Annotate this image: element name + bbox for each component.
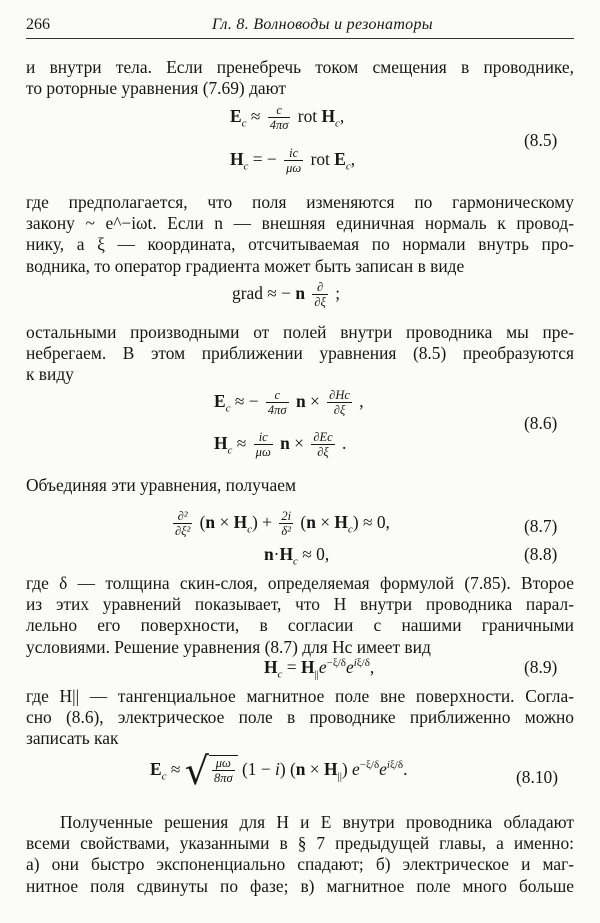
text-line: и внутри тела. Если пренебречь током смещения в проводнике, — [26, 57, 574, 77]
square-root-sign: √ — [184, 749, 209, 793]
text-line: из этих уравнений показывает, что H внутри проводника парал- — [26, 594, 574, 615]
text-line: нику, а ξ — координата, отсчитываемая по нормали внутрь про- — [26, 234, 574, 255]
text-line: а) они быстро экспоненциально спадают; б) электрическое и маг- — [26, 854, 574, 875]
text-line: небрегаем. В этом приближении уравнения (8.5) преобразуются — [26, 343, 574, 364]
page-number: 266 — [26, 16, 50, 33]
text-line: нитное поля сдвинуты по фазе; в) магнитное поле много больше — [26, 875, 574, 896]
paragraph-3 — [26, 322, 574, 386]
equation-8-6-line-2: $H_c$ ≈ $\frac{ic}{\mu\omega}$ n × $\frac{\partial Ec}{\partial\xi}$ . — [214, 430, 347, 459]
text-line: сно (8.6), электрическое поле в проводнике приближенно можно — [26, 707, 574, 728]
rot-operator: rot — [297, 106, 318, 126]
equation-label-8-6: (8.6) — [524, 413, 558, 433]
equation-label-8-10: (8.10) — [516, 767, 559, 787]
equation-label-8-9: (8.9) — [524, 657, 558, 677]
text-line: лельно его поверхности, в согласии с нашими граничными — [26, 615, 574, 636]
text-line: закону ~ e^−iωt. Если n — внешняя единичная нормаль к провод- — [26, 213, 574, 234]
running-header — [26, 13, 574, 37]
text-line: где H|| — тангенциальное магнитное поле вне поверхности. Согла- — [26, 686, 574, 706]
fraction-denominator: 4πσ — [267, 403, 287, 417]
paragraph-2 — [26, 192, 574, 277]
fraction-numerator: ∂ — [312, 280, 328, 295]
text-line: к виду — [26, 364, 74, 385]
fraction-numerator: ∂² — [173, 509, 192, 524]
equation-8-9: $H_c = H_{||}e^{-\xi/\delta}e^{i\xi/\delta}$, — [264, 657, 375, 681]
grad-word: grad — [232, 283, 263, 303]
fraction-numerator: 2i — [281, 509, 292, 523]
fraction-numerator: ∂Ec — [313, 430, 333, 444]
equation-8-8: $n\cdot H_c \approx 0$, — [264, 544, 330, 568]
fraction-denominator: ∂ξ — [333, 403, 346, 417]
fraction-denominator: δ² — [281, 524, 291, 538]
paragraph-1 — [26, 57, 574, 99]
fraction-numerator: ∂Hc — [329, 388, 350, 402]
fraction-numerator: c — [266, 388, 289, 403]
fraction-denominator: ∂ξ — [317, 445, 329, 459]
chapter-title: Гл. 8. Волноводы и резонаторы — [212, 16, 433, 33]
text-line: условиями. Решение уравнения (8.7) для Hc имеет вид — [26, 636, 431, 657]
gradient-operator-equation: grad ≈ − n $\frac{\partial}{\partial\xi}$ ; — [232, 280, 341, 309]
equation-label-8-5: (8.5) — [524, 130, 558, 150]
text-line: где предполагается, что поля изменяются по гармоническому — [26, 192, 574, 212]
fraction-denominator: μω — [255, 445, 271, 459]
rot-operator: rot — [310, 149, 330, 169]
text-line: записать как — [26, 728, 119, 749]
fraction-numerator: μω — [212, 756, 235, 771]
text-line: где δ — толщина скин-слоя, определяемая формулой (7.85). Второе — [26, 573, 574, 593]
fraction-numerator: ic — [254, 430, 273, 445]
equation-8-5-line-1: $E_c$ ≈ $\frac{c}{4\pi\sigma}$ rot $H_c$, — [230, 103, 345, 132]
fraction-denominator: μω — [286, 161, 302, 175]
fraction-numerator: ic — [284, 146, 303, 161]
equation-8-7: $\frac{\text{∂²}}{\text{∂ξ²}}$ $(n \times H_c)$ + $\frac{2i}{\text{δ²}}$ $(n \times H_c) \approx 0$, — [175, 509, 390, 538]
text-line: Полученные решения для H и E внутри проводника обладают — [60, 812, 574, 832]
text-line: то роторные уравнения (7.69) дают — [26, 78, 286, 99]
fraction-numerator: c — [268, 103, 291, 118]
text-line: Объединяя эти уравнения, получаем — [26, 475, 296, 495]
equation-8-10: $E_c$ ≈ √ $\frac{\mu\omega}{8\pi\sigma}$ (1 − i) $(n \times H_{||})$ $e^{-\xi/\delta}e^{i\xi/\delta}$. — [150, 749, 408, 793]
text-line: водника, то оператор градиента может быть записан в виде — [26, 255, 465, 276]
fraction-denominator: 8πσ — [213, 771, 233, 785]
equation-label-8-7: (8.7) — [524, 516, 558, 536]
paragraph-7 — [26, 812, 574, 897]
fraction-denominator: 4πσ — [269, 118, 289, 132]
fraction-denominator: ∂ξ² — [175, 524, 191, 538]
equation-8-6-line-1: $E_c$ ≈ − $\frac{c}{4\pi\sigma}$ n × $\frac{\partial Hc}{\partial\xi}$ , — [214, 388, 364, 417]
equation-8-5-line-2: $H_c$ = − $\frac{ic}{\mu\omega}$ rot $E_c$, — [230, 146, 356, 175]
fraction-denominator: ∂ξ — [314, 295, 326, 309]
paragraph-5 — [26, 573, 574, 658]
header-rule — [26, 38, 574, 39]
equation-label-8-8: (8.8) — [524, 544, 558, 564]
paragraph-6 — [26, 686, 574, 750]
text-line: всеми свойствами, указанными в § 7 предыдущей главы, а именно: — [26, 833, 574, 854]
text-line: остальными производными от полей внутри проводника мы пре- — [26, 322, 574, 342]
paragraph-4 — [26, 475, 574, 496]
